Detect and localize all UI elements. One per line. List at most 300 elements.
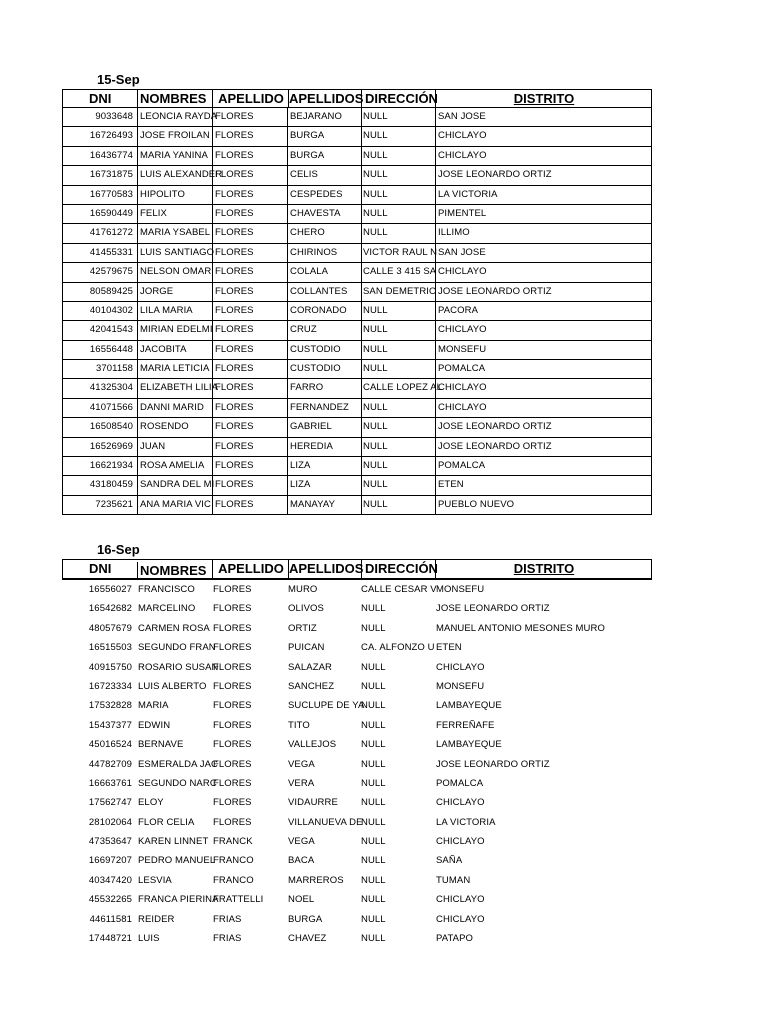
cell-nombres: ELOY [138,797,164,809]
table-row [62,360,652,379]
table-row [62,108,652,127]
table-row [62,620,652,639]
cell-apellidos: CHERO [287,224,360,242]
cell-direccion: NULL [361,438,434,456]
cell-distrito: JOSE LEONARDO ORTIZ [435,283,651,301]
cell-nombres: SEGUNDO NARC [138,777,217,789]
cell-apellido: FLORES [213,584,252,595]
table-row [62,438,652,457]
cell-apellido: FLORES [212,244,286,262]
cell-nombres: MARIA YANINA [137,147,210,165]
cell-direccion: NULL [361,739,386,751]
cell-direccion: NULL [361,680,386,692]
cell-nombres: SANDRA DEL MI [137,476,210,494]
cell-apellidos: MARREROS [288,874,344,886]
cell-direccion: NULL [361,399,434,417]
cell-apellido: FLORES [213,642,252,654]
cell-direccion: VICTOR RAUL N [361,244,434,262]
cell-apellido: FLORES [212,186,286,204]
cell-distrito: CHICLAYO [436,836,485,848]
cell-apellido: FRATTELLI [213,894,264,906]
cell-distrito: ETEN [436,642,462,654]
cell-apellido: FRANCO [213,874,254,886]
table-row [62,717,652,736]
cell-direccion: NULL [361,816,386,828]
cell-direccion: CALLE LOPEZ AL [361,379,434,397]
cell-direccion: NULL [361,933,386,945]
cell-apellido: FLORES [212,476,286,494]
cell-apellidos: CORONADO [287,302,360,320]
cell-apellido: FLORES [213,680,252,692]
cell-nombres: HIPOLITO [137,186,210,204]
table-row [62,263,652,282]
cell-dni: 16590449 [89,207,133,219]
cell-nombres: BERNAVE [138,739,184,751]
cell-dni: 16663761 [88,777,132,789]
cell-apellido: FLORES [212,108,286,126]
cell-apellido: FLORES [213,758,252,770]
cell-distrito: CHICLAYO [436,913,485,925]
cell-apellido: FLORES [213,719,252,731]
cell-apellido: FLORES [213,622,252,634]
cell-direccion: NULL [361,127,434,145]
cell-nombres: LUIS SANTIAGO [137,244,210,262]
section-date: 16-Sep [97,542,140,557]
cell-apellidos: BURGA [288,913,323,925]
cell-distrito: POMALCA [435,457,651,475]
cell-apellidos: BEJARANO [287,108,360,126]
cell-nombres: ESMERALDA JAC [138,758,218,770]
cell-distrito: JOSE LEONARDO ORTIZ [436,758,550,770]
table-row [62,756,652,775]
cell-apellidos: LIZA [287,476,360,494]
cell-apellido: FLORES [212,360,286,378]
cell-nombres: PEDRO MANUEL [138,855,216,867]
cell-dni: 41071566 [89,401,133,413]
cell-apellido: FLORES [212,496,286,514]
cell-distrito: LAMBAYEQUE [436,700,502,712]
cell-nombres: KAREN LINNET [138,836,209,848]
cell-distrito: LA VICTORIA [436,816,496,828]
cell-dni: 47353647 [88,836,132,848]
cell-distrito: CHICLAYO [435,321,651,339]
cell-direccion: NULL [361,894,386,906]
cell-distrito: CHICLAYO [436,894,485,906]
cell-dni: 16770583 [89,188,133,200]
header-distrito: DISTRITO [435,90,652,107]
cell-apellido: FLORES [213,603,252,615]
cell-distrito: JOSE LEONARDO ORTIZ [435,438,651,456]
table-header [62,559,652,580]
cell-direccion: NULL [361,321,434,339]
cell-apellidos: VEGA [288,758,315,770]
cell-apellidos: ORTIZ [288,622,317,634]
cell-nombres: ROSA AMELIA [137,457,210,475]
cell-apellido: FLORES [212,147,286,165]
cell-apellido: FLORES [213,797,252,809]
cell-distrito: CHICLAYO [435,147,651,165]
cell-distrito: MONSEFU [435,341,651,359]
cell-nombres: JACOBITA [137,341,210,359]
cell-apellidos: HEREDIA [287,438,360,456]
cell-apellidos: VIDAURRE [288,797,338,809]
cell-dni: 42579675 [89,266,133,278]
cell-nombres: MARCELINO [138,603,196,615]
cell-direccion: NULL [361,341,434,359]
cell-dni: 48057679 [88,622,132,634]
cell-apellidos: OLIVOS [288,603,324,615]
cell-dni: 16515503 [88,642,132,654]
cell-dni: 7235621 [95,498,133,510]
cell-apellido: FLORES [212,321,286,339]
cell-nombres: MARIA [138,700,169,712]
cell-apellido: FLORES [212,438,286,456]
cell-apellido: FLORES [212,166,286,184]
cell-nombres: LESVIA [138,874,172,886]
cell-distrito: LAMBAYEQUE [436,739,502,751]
cell-apellidos: COLALA [287,263,360,281]
cell-apellidos: BACA [288,855,315,867]
cell-apellido: FLORES [212,302,286,320]
table-row [62,911,652,930]
cell-direccion: NULL [361,108,434,126]
cell-nombres: LUIS [138,933,160,945]
header-apellidos: APELLIDOS [289,561,364,576]
cell-apellidos: CHAVEZ [288,933,327,945]
table-body [62,581,652,949]
cell-apellidos: VILLANUEVA DE [288,816,363,828]
cell-apellidos: CELIS [287,166,360,184]
cell-distrito: PUEBLO NUEVO [435,496,651,514]
cell-dni: 16723334 [88,680,132,692]
cell-nombres: CARMEN ROSA [138,622,210,634]
table-row [62,736,652,755]
cell-apellido: FLORES [213,739,252,751]
cell-dni: 44782709 [88,758,132,770]
cell-apellidos: FERNANDEZ [287,399,360,417]
cell-nombres: ELIZABETH LILIA [137,379,210,397]
table-row [62,872,652,891]
cell-direccion: SAN DEMETRIO [361,283,434,301]
cell-nombres: FELIX [137,205,210,223]
header-dni: DNI [89,91,112,106]
cell-nombres: MARIA YSABEL [137,224,210,242]
header-nombres: NOMBRES [137,90,214,107]
header-direccion: DIRECCIÓN [361,560,438,578]
cell-apellidos: BURGA [287,127,360,145]
cell-direccion: NULL [361,603,386,615]
cell-apellido: FLORES [212,399,286,417]
cell-dni: 16508540 [89,421,133,433]
cell-apellido: FLORES [212,224,286,242]
cell-apellidos: VALLEJOS [288,739,337,751]
cell-nombres: LEONCIA RAYDA [137,108,210,126]
cell-nombres: ANA MARIA VIC [137,496,210,514]
cell-nombres: REIDER [138,913,175,925]
cell-apellido: FRIAS [213,933,242,945]
cell-apellido: FLORES [213,661,252,673]
cell-apellidos: SANCHEZ [288,680,335,692]
cell-distrito: JOSE LEONARDO ORTIZ [435,166,651,184]
cell-dni: 17532828 [88,700,132,712]
table-row [62,891,652,910]
cell-apellido: FRIAS [213,913,242,925]
cell-apellido: FLORES [212,283,286,301]
cell-nombres: JOSE FROILAN [137,127,210,145]
cell-direccion: NULL [361,661,386,673]
cell-distrito: SAN JOSE [435,108,651,126]
table-row [62,930,652,949]
cell-direccion: NULL [361,874,386,886]
cell-nombres: FRANCA PIERINA [138,894,219,906]
table-row [62,127,652,146]
cell-distrito: POMALCA [435,360,651,378]
cell-direccion: NULL [361,797,386,809]
cell-direccion: CALLE 3 415 SA [361,263,434,281]
cell-nombres: DANNI MARID [137,399,210,417]
cell-apellidos: SUCLUPE DE YA [288,700,365,712]
cell-distrito: PATAPO [436,933,474,945]
table-row [62,814,652,833]
section-date: 15-Sep [97,72,140,87]
cell-direccion: NULL [361,719,386,731]
cell-dni: 15437377 [88,719,132,731]
cell-nombres: LILA MARIA [137,302,210,320]
cell-apellido: FLORES [213,777,252,789]
cell-distrito: ETEN [435,476,651,494]
cell-apellidos: TITO [288,719,310,731]
cell-distrito: SAN JOSE [435,244,651,262]
cell-apellidos: CHAVESTA [287,205,360,223]
cell-apellido: FLORES [212,418,286,436]
cell-direccion: NULL [361,457,434,475]
cell-direccion: NULL [361,476,434,494]
table-row [62,600,652,619]
header-apellidos: APELLIDOS [289,91,364,106]
cell-distrito: SAÑA [436,855,463,867]
cell-direccion: NULL [361,622,386,634]
table-row [62,775,652,794]
cell-nombres: FRANCISCO [138,584,195,595]
cell-apellidos: CESPEDES [287,186,360,204]
header-nombres: NOMBRES [137,562,214,580]
cell-apellidos: LIZA [287,457,360,475]
cell-nombres: ROSARIO SUSAN [138,661,219,673]
cell-apellidos: GABRIEL [287,418,360,436]
table-row [62,659,652,678]
cell-dni: 16726493 [89,130,133,142]
cell-direccion: NULL [361,418,434,436]
table-row [62,186,652,205]
cell-apellido: FLORES [212,127,286,145]
cell-dni: 3701158 [96,363,133,375]
table-row [62,244,652,263]
cell-apellidos: COLLANTES [287,283,360,301]
table-row [62,639,652,658]
cell-direccion: NULL [361,147,434,165]
cell-distrito: FERREÑAFE [436,719,495,731]
cell-nombres: JUAN [137,438,210,456]
cell-direccion: NULL [361,700,386,712]
cell-nombres: SEGUNDO FRAN [138,642,216,654]
cell-nombres: EDWIN [138,719,171,731]
records-table [62,559,652,949]
header-apellido: APELLIDO [212,90,289,107]
cell-direccion: NULL [361,758,386,770]
cell-direccion: NULL [361,836,386,848]
cell-dni: 80589425 [89,285,133,297]
table-row [62,678,652,697]
cell-apellidos: CUSTODIO [287,341,360,359]
cell-apellido: FRANCO [213,855,254,867]
cell-distrito: MONSEFU [436,680,485,692]
cell-dni: 9033648 [95,111,133,122]
cell-apellido: FLORES [212,205,286,223]
cell-apellidos: MURO [288,584,318,595]
table-row [62,476,652,495]
cell-dni: 45532265 [88,894,132,906]
cell-dni: 16556027 [88,584,132,595]
cell-distrito: POMALCA [436,777,484,789]
header-distrito: DISTRITO [435,560,652,578]
cell-apellidos: MANAYAY [287,496,360,514]
cell-dni: 16526969 [89,440,133,452]
cell-dni: 28102064 [88,816,132,828]
records-table [62,89,652,515]
cell-distrito: CHICLAYO [435,399,651,417]
cell-distrito: CHICLAYO [435,379,651,397]
cell-apellidos: SALAZAR [288,661,332,673]
table-row [62,224,652,243]
cell-direccion: CA. ALFONZO U [361,642,435,654]
cell-dni: 16621934 [89,460,133,472]
table-row [62,166,652,185]
cell-dni: 42041543 [89,324,133,336]
cell-nombres: MARIA LETICIA [137,360,210,378]
cell-distrito: LA VICTORIA [435,186,651,204]
cell-dni: 40104302 [89,304,133,316]
table-body [62,108,652,515]
cell-apellidos: VERA [288,777,315,789]
header-apellido: APELLIDO [212,560,289,578]
header-direccion: DIRECCIÓN [361,90,438,107]
cell-distrito: MANUEL ANTONIO MESONES MURO [436,622,605,634]
cell-apellidos: VEGA [288,836,315,848]
cell-apellidos: FARRO [287,379,360,397]
cell-apellidos: NOEL [288,894,315,906]
cell-dni: 43180459 [89,479,133,491]
cell-apellido: FLORES [212,457,286,475]
table-row [62,379,652,398]
table-row [62,418,652,437]
cell-distrito: JOSE LEONARDO ORTIZ [435,418,651,436]
cell-distrito: JOSE LEONARDO ORTIZ [436,603,550,615]
cell-distrito: ILLIMO [435,224,651,242]
cell-dni: 16697207 [88,855,132,867]
table-row [62,147,652,166]
cell-nombres: ROSENDO [137,418,210,436]
cell-direccion: NULL [361,224,434,242]
cell-dni: 44611581 [89,913,132,925]
cell-apellidos: CHIRINOS [287,244,360,262]
table-row [62,581,652,600]
cell-direccion: NULL [361,302,434,320]
cell-direccion: NULL [361,166,434,184]
cell-nombres: NELSON OMAR [137,263,210,281]
cell-dni: 45016524 [88,739,132,751]
cell-dni: 17562747 [88,797,132,809]
header-dni: DNI [89,561,112,576]
cell-apellidos: CRUZ [287,321,360,339]
cell-dni: 16436774 [89,149,133,161]
table-row [62,457,652,476]
cell-nombres: JORGE [137,283,210,301]
cell-distrito: CHICLAYO [436,797,485,809]
cell-distrito: TUMAN [436,874,471,886]
cell-nombres: FLOR CELIA [138,816,195,828]
cell-direccion: NULL [361,777,386,789]
cell-distrito: MONSEFU [436,584,485,595]
cell-apellido: FLORES [213,700,252,712]
table-row [62,205,652,224]
cell-distrito: CHICLAYO [435,127,651,145]
cell-dni: 40347420 [88,874,132,886]
cell-apellido: FRANCK [213,836,253,848]
cell-direccion: NULL [361,496,434,514]
cell-direccion: CALLE CESAR V [361,584,437,595]
cell-apellidos: PUICAN [288,642,325,654]
table-row [62,852,652,871]
cell-apellido: FLORES [213,816,252,828]
table-row [62,283,652,302]
table-row [62,697,652,716]
cell-dni: 40915750 [88,661,132,673]
table-row [62,794,652,813]
cell-distrito: CHICLAYO [436,661,485,673]
table-row [62,496,652,515]
table-row [62,399,652,418]
cell-distrito: CHICLAYO [435,263,651,281]
cell-dni: 41325304 [89,382,133,394]
cell-dni: 41455331 [89,246,133,258]
table-row [62,833,652,852]
cell-apellido: FLORES [212,379,286,397]
table-header [62,89,652,108]
table-row [62,341,652,360]
cell-nombres: LUIS ALBERTO [138,680,207,692]
table-row [62,321,652,340]
cell-apellidos: BURGA [287,147,360,165]
cell-dni: 16542682 [88,603,132,615]
cell-nombres: LUIS ALEXANDER [137,166,210,184]
cell-distrito: PACORA [435,302,651,320]
cell-direccion: NULL [361,186,434,204]
cell-distrito: PIMENTEL [435,205,651,223]
table-row [62,302,652,321]
cell-dni: 16731875 [89,169,133,181]
cell-apellido: FLORES [212,341,286,359]
cell-direccion: NULL [361,913,386,925]
cell-direccion: NULL [361,205,434,223]
cell-dni: 41761272 [89,227,133,239]
cell-nombres: MIRIAN EDELMI [137,321,210,339]
cell-apellido: FLORES [212,263,286,281]
cell-direccion: NULL [361,855,386,867]
cell-dni: 17448721 [88,933,132,945]
cell-direccion: NULL [361,360,434,378]
cell-apellidos: CUSTODIO [287,360,360,378]
cell-dni: 16556448 [89,343,133,355]
